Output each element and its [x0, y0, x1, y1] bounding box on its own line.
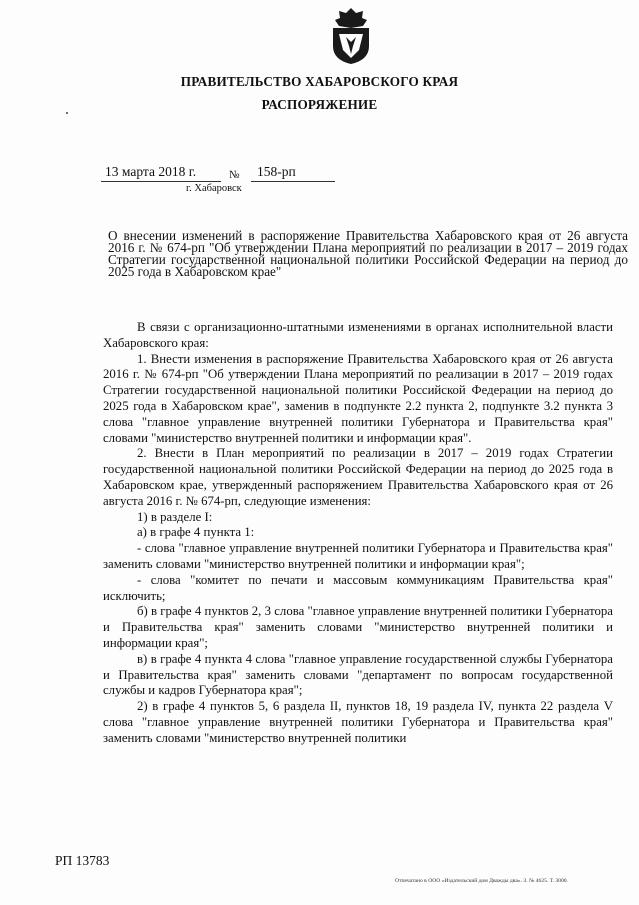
registry-number: РП 13783 [55, 853, 110, 868]
printer-imprint: Отпечатано в ООО «Издательский дом Дважды два». З. № 4625. Т. 3000. [395, 878, 568, 884]
coat-of-arms-emblem [329, 6, 373, 66]
body-paragraph: В связи с организационно-штатными изменениями в органах исполнительной власти Хабаровского края: [103, 320, 613, 350]
document-type-title: РАСПОРЯЖЕНИЕ [261, 97, 378, 112]
date-number-line [101, 164, 335, 184]
government-title: ПРАВИТЕЛЬСТВО ХАБАРОВСКОГО КРАЯ [180, 74, 459, 89]
document-date: 13 марта 2018 г. [105, 164, 197, 179]
document-body [103, 320, 613, 747]
scan-speck [66, 112, 68, 114]
body-paragraph: - слова "главное управление внутренней политики Губернатора и Правительства края" заменить словами "министерство внутренней политики и информации края"; [103, 541, 613, 571]
body-paragraph: а) в графе 4 пункта 1: [137, 525, 255, 540]
number-label: № [229, 169, 240, 181]
document-subject: О внесении изменений в распоряжение Правительства Хабаровского края от 26 августа 2016 г. № 674-рп "Об утверждении Плана мероприятий по реализации в 2017 – 2019 годах Стратегии государственной национальной политики Российской Федерации на период до 2025 года в Хабаровском крае" [108, 228, 628, 279]
body-paragraph: в) в графе 4 пункта 4 слова "главное управление государственной службы Губернатора и Правительства края" заменить словами "департамент по вопросам государственной службы и кадров Губернатора края"; [103, 651, 613, 698]
body-paragraph: - слова "комитет по печати и массовым коммуникациям Правительства края" исключить; [103, 572, 613, 603]
body-paragraph: 1) в разделе I: [137, 509, 213, 524]
body-paragraph: 1. Внести изменения в распоряжение Правительства Хабаровского края от 26 августа 2016 г. № 674-рп "Об утверждении Плана мероприятий по реализации в 2017 – 2019 годах Стратегии государственной национальной политики Российской Федерации на период до 2025 года в Хабаровском крае", заменив в подпункте 2.2 пункта 2, подпункте 3.2 пункта 3 слова "главное управление внутренней политики Губернатора и Правительства края" словами "министерство внутренней политики и информации края". [103, 351, 613, 445]
date-underline [101, 181, 221, 182]
number-underline [251, 181, 335, 182]
document-number: 158-рп [257, 164, 296, 179]
body-paragraph: б) в графе 4 пунктов 2, 3 слова "главное управление внутренней политики Губернатора и Правительства края" заменить словами "министерство внутренней политики и информации края"; [103, 604, 613, 650]
body-paragraph: 2) в графе 4 пунктов 5, 6 раздела II, пунктов 18, 19 раздела IV, пункта 22 раздела V слова "главное управление внутренней политики Губернатора и Правительства края" заменить словами "министерство внутренней политики [103, 699, 613, 745]
document-city: г. Хабаровск [186, 183, 242, 194]
body-paragraph: 2. Внести в План мероприятий по реализации в 2017 – 2019 годах Стратегии государственной национальной политики Российской Федерации на период до 2025 года в Хабаровском крае, утвержденный распоряжением Правительства Хабаровского края от 26 августа 2016 г. № 674-рп, следующие изменения: [103, 446, 613, 508]
